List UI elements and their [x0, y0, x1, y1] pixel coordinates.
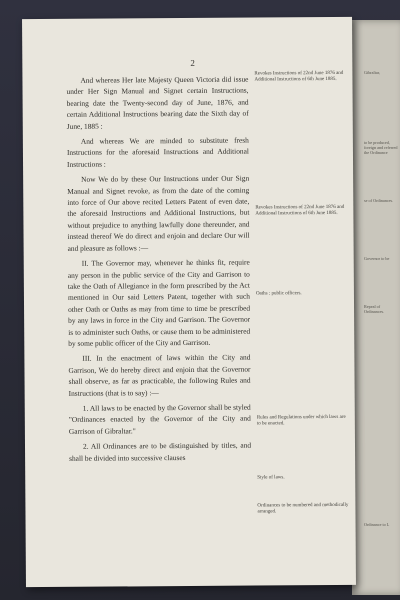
paragraph-section-2: II. The Governor may, whenever he thinks fit, require any person in the public service of the City and Garrison to take the Oath of Allegiance in the form prescribed by the Act mentioned in Our said Letters Patent, together with such other Oath or Oaths as may from time to time be prescribed by any laws in force in the City and Garrison. The Governor is to administer such Oaths, or cause them to be administered by some public officer of the City and Garrison. — [67, 257, 251, 348]
page-number: 2 — [190, 57, 195, 68]
paragraph-recital-1: And whereas Her late Majesty Queen Victoria did issue under Her Sign Manual and Signet certain Instructions, bearing date the Twenty-second day of June, 1876, and certain Additional Instructions bearing date the Sixth day of June, 1885 : — [66, 74, 249, 131]
body-text — [66, 74, 251, 468]
next-page-note-6: Ordinance to L — [364, 522, 390, 527]
paragraph-rule-2: 2. All Ordinances are to be distinguished by titles, and shall be divided into successive clauses — [69, 440, 252, 463]
margin-note-ordinances: Ordinances to be numbered and methodically arranged. — [257, 502, 349, 515]
next-page-note-4: Governor to be — [364, 256, 390, 261]
paragraph-section-3: III. In the enactment of laws within the City and Garrison, We do hereby direct and enjoin that the Governor shall observe, as far as practicable, the following Rules and Instructions (that is to say) :— — [68, 352, 251, 398]
next-page-note-3: se of Ordinances. — [364, 198, 394, 203]
next-page-note-1: Gibraltar, — [364, 70, 380, 75]
margin-note-revokes-2: Revokes Instructions of 22nd June 1876 and Additional Instructions of 6th June 1885. — [255, 204, 345, 217]
document-page — [22, 17, 356, 587]
paragraph-recital-2: And whereas We are minded to substitute fresh Instructions for the aforesaid Instructions and Additional Instructions : — [66, 135, 249, 169]
margin-note-style: Style of laws. — [257, 475, 285, 481]
margin-note-rules: Rules and Regulations under which laws are to be enacted. — [256, 414, 346, 427]
next-page-note-5: Repeal of Ordinances. — [364, 304, 385, 314]
paragraph-rule-1: 1. All laws to be enacted by the Governor shall be styled "Ordinances enacted by the Governor of the City and Garrison of Gibraltar." — [68, 402, 251, 436]
paragraph-revocation: Now We do by these Our Instructions under Our Sign Manual and Signet revoke, as from the date of the coming into force of Our above recited Letters Patent of even date, the aforesaid Instructions and Additional Instructions, but without prejudice to anything lawfully done thereunder, and instead thereof We do direct and enjoin and declare Our will and pleasure as follows :— — [67, 173, 250, 253]
margin-note-revokes-1: Revokes Instructions of 22nd June 1876 and Additional Instructions of 6th June 1885. — [254, 70, 344, 83]
margin-note-oaths: Oaths : public officers. — [255, 291, 302, 297]
next-page-note-2: to be produced, foreign and referred the Ordinance — [364, 140, 398, 155]
